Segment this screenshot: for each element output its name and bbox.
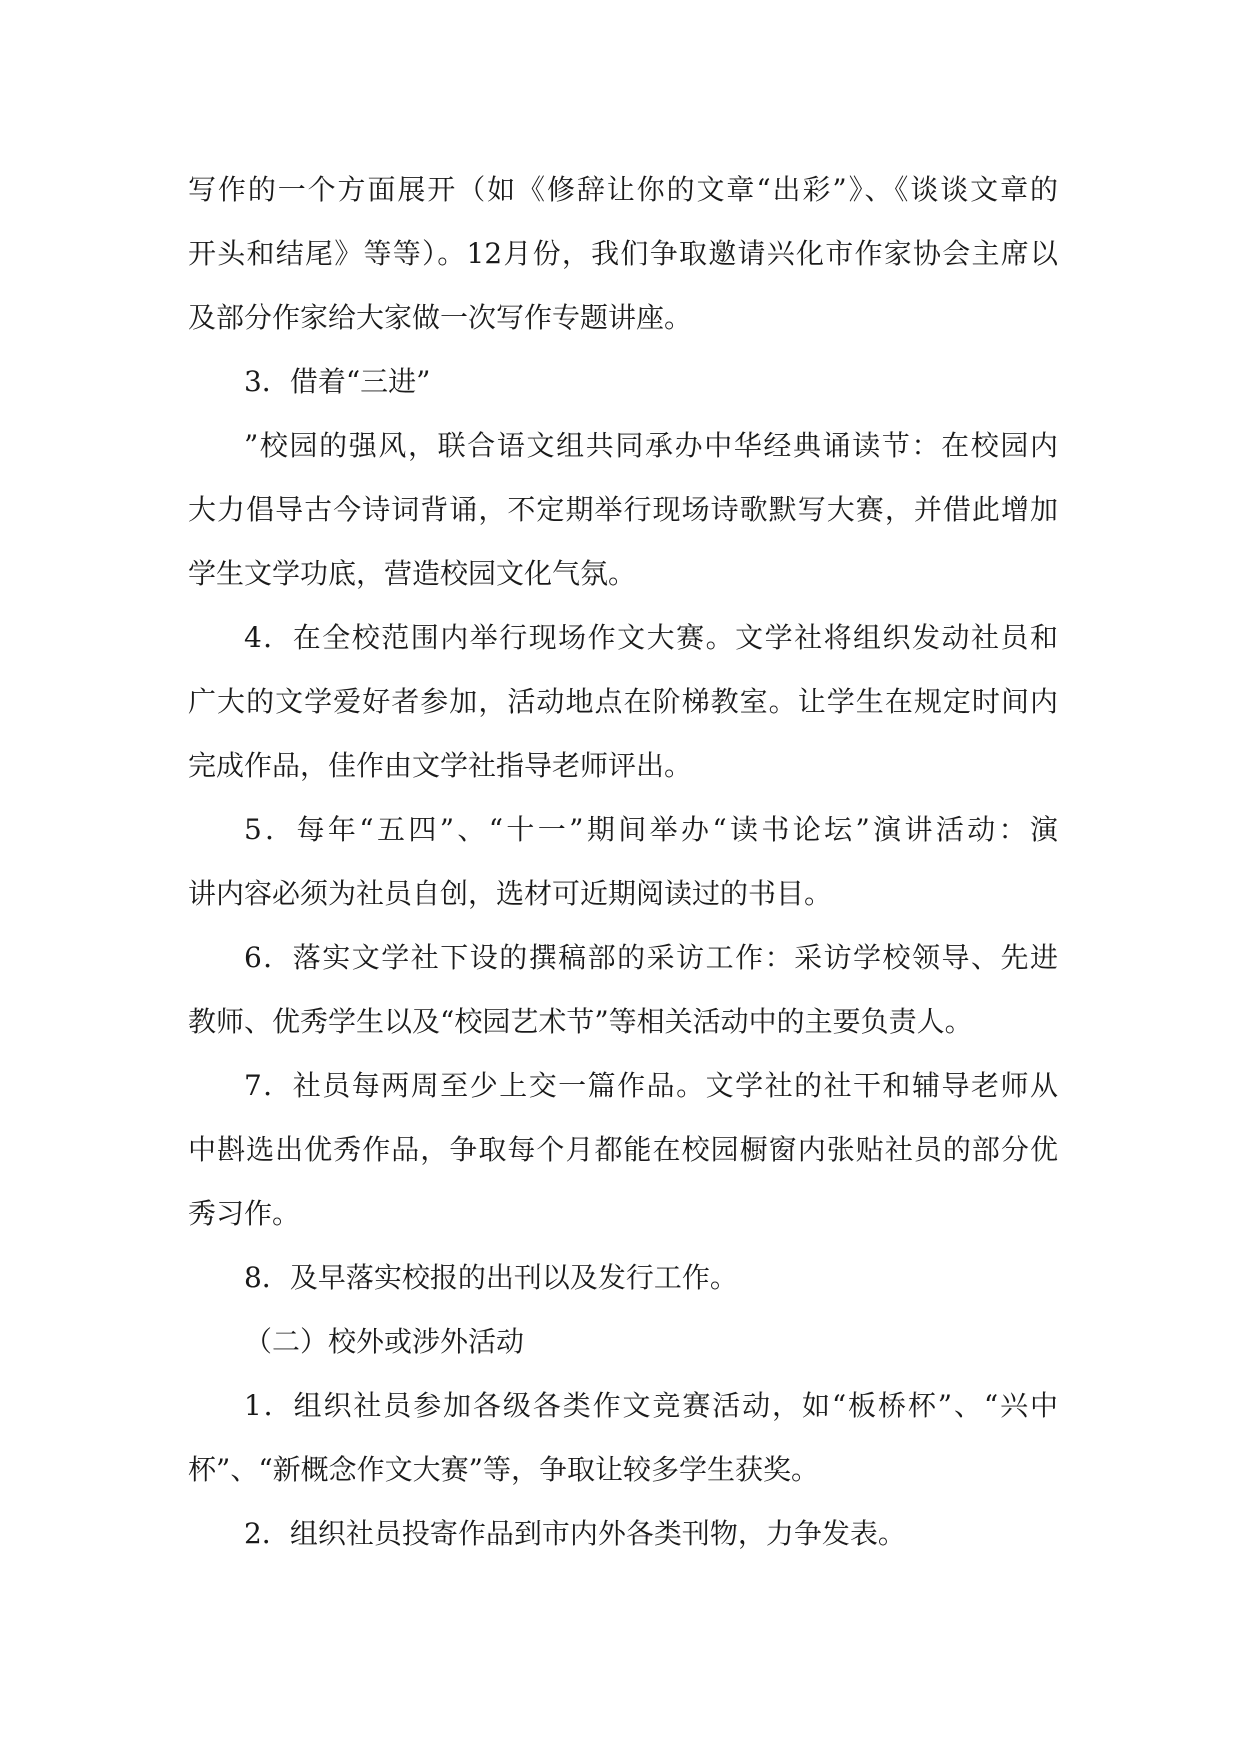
- list-item: 1．组织社员参加各级各类作文竞赛活动，如“板桥杯”、“兴中: [244, 1389, 1058, 1422]
- text-line: ”校园的强风，联合语文组共同承办中华经典诵读节：在校园内: [244, 429, 1058, 462]
- list-item: 4．在全校范围内举行现场作文大赛。文学社将组织发动社员和: [244, 621, 1058, 654]
- text-line: 中斟选出优秀作品，争取每个月都能在校园橱窗内张贴社员的部分优: [188, 1133, 1058, 1166]
- text-line: 广大的文学爱好者参加，活动地点在阶梯教室。让学生在规定时间内: [188, 685, 1058, 718]
- text-line: 学生文学功底，营造校园文化气氛。: [188, 557, 637, 590]
- text-line: 开头和结尾》等等）。12月份，我们争取邀请兴化市作家协会主席以: [188, 237, 1058, 270]
- list-item: 8．及早落实校报的出刊以及发行工作。: [244, 1261, 738, 1294]
- text-line: 讲内容必须为社员自创，选材可近期阅读过的书目。: [188, 877, 833, 910]
- text-line: 秀习作。: [188, 1197, 301, 1230]
- list-item-heading: 3．借着“三进”: [244, 365, 431, 398]
- list-item: 6．落实文学社下设的撰稿部的采访工作：采访学校领导、先进: [244, 941, 1058, 974]
- text-line: 完成作品，佳作由文学社指导老师评出。: [188, 749, 693, 782]
- list-item: 2．组织社员投寄作品到市内外各类刊物，力争发表。: [244, 1517, 906, 1550]
- text-line: 杯”、“新概念作文大赛”等，争取让较多学生获奖。: [188, 1453, 819, 1486]
- text-line: 大力倡导古今诗词背诵，不定期举行现场诗歌默写大赛，并借此增加: [188, 493, 1058, 526]
- body-text: [188, 158, 1058, 1566]
- text-line: 写作的一个方面展开（如《修辞让你的文章“出彩”》、《谈谈文章的: [188, 173, 1058, 206]
- section-heading: （二）校外或涉外活动: [244, 1325, 525, 1358]
- list-item: 7．社员每两周至少上交一篇作品。文学社的社干和辅导老师从: [244, 1069, 1058, 1102]
- text-line: 及部分作家给大家做一次写作专题讲座。: [188, 301, 693, 334]
- text-line: 教师、优秀学生以及“校园艺术节”等相关活动中的主要负责人。: [188, 1005, 973, 1038]
- list-item: 5．每年“五四”、“十一”期间举办“读书论坛”演讲活动：演: [244, 813, 1058, 846]
